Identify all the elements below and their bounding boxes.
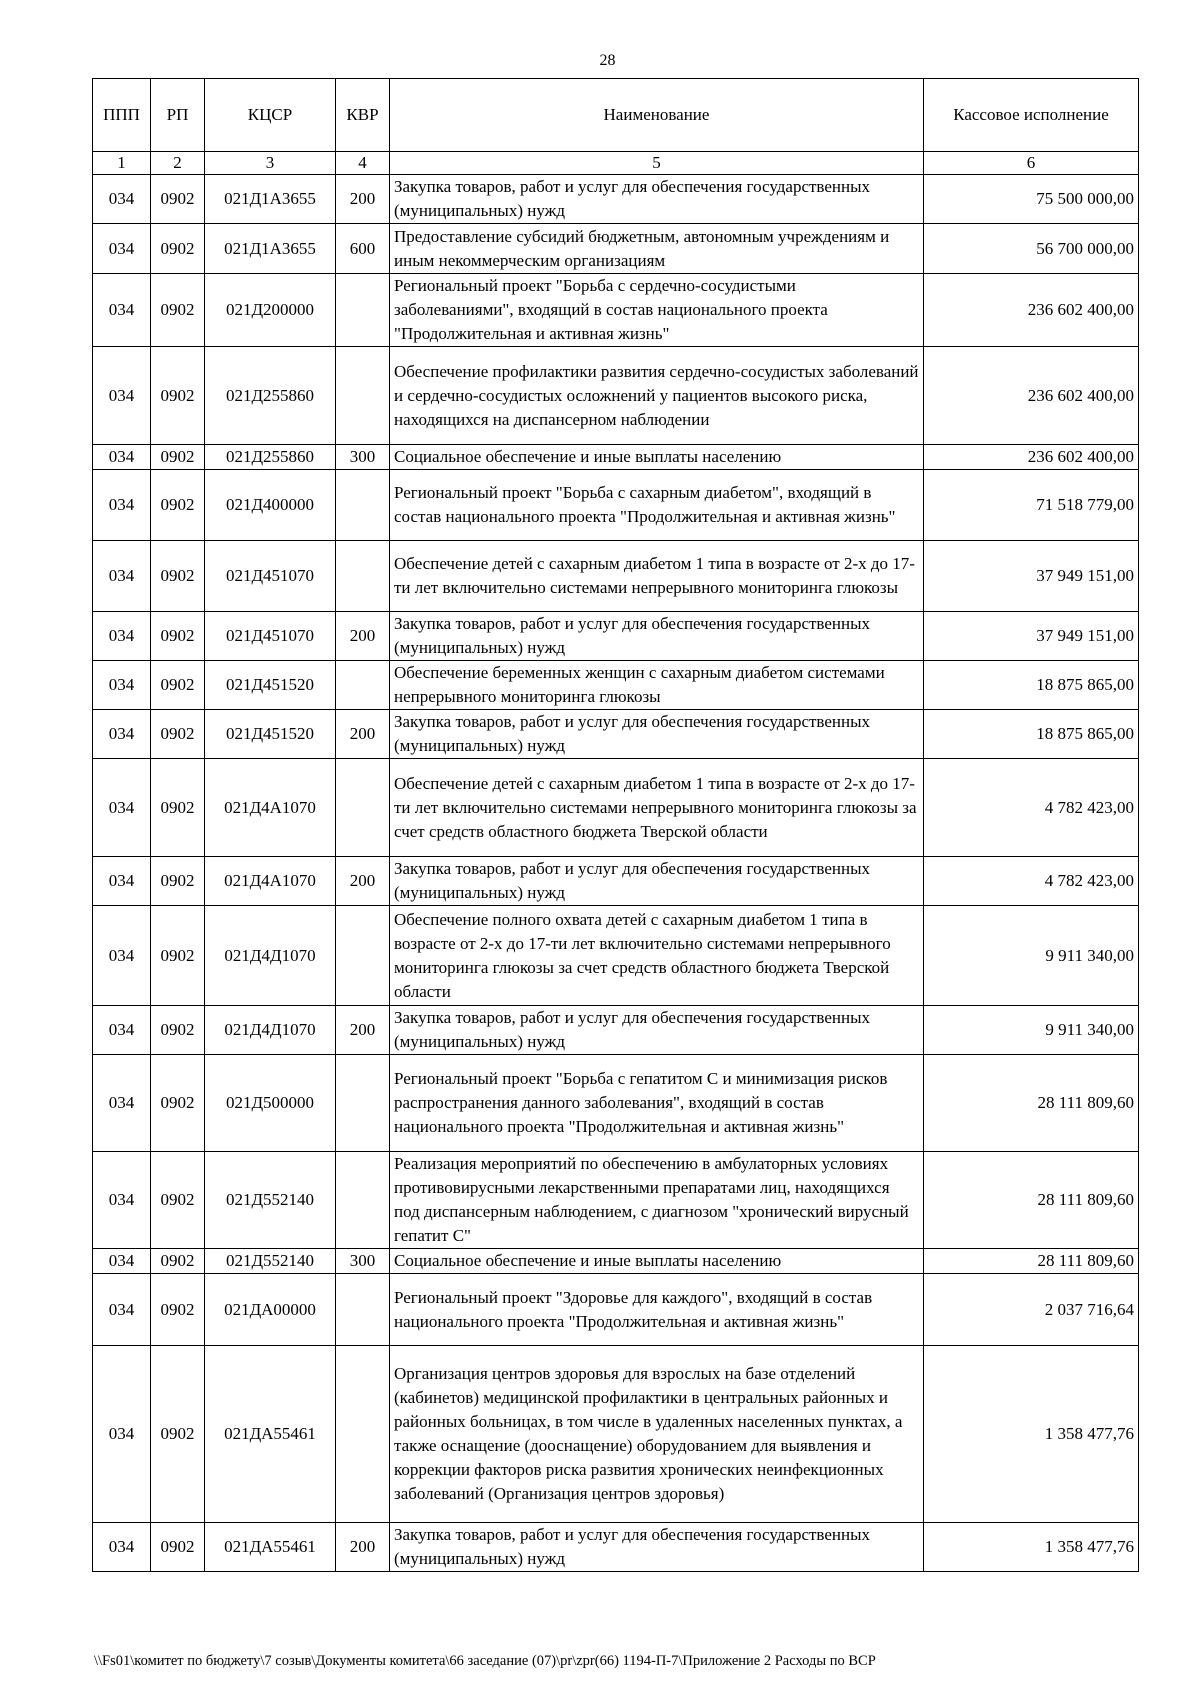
cell-kvr — [336, 347, 390, 445]
cell-amount: 56 700 000,00 — [924, 224, 1139, 274]
cell-kvr — [336, 759, 390, 857]
cell-ppp: 034 — [93, 347, 151, 445]
cell-rp: 0902 — [151, 445, 205, 470]
cell-rp: 0902 — [151, 1346, 205, 1523]
cell-kcsr: 021Д500000 — [205, 1055, 336, 1152]
cell-rp: 0902 — [151, 1249, 205, 1274]
column-numbers-row — [93, 152, 1139, 175]
cell-ppp: 034 — [93, 541, 151, 612]
cell-ppp: 034 — [93, 470, 151, 541]
cell-name: Региональный проект "Борьба с сердечно-сосудистыми заболеваниями", входящий в состав национального проекта "Продолжительная и активная жизнь" — [390, 274, 924, 347]
table-row — [93, 1274, 1139, 1346]
page-number: 28 — [599, 52, 616, 69]
cell-name: Закупка товаров, работ и услуг для обеспечения государственных (муниципальных) нужд — [390, 710, 924, 759]
cell-ppp: 034 — [93, 906, 151, 1006]
cell-name: Закупка товаров, работ и услуг для обеспечения государственных (муниципальных) нужд — [390, 857, 924, 906]
cell-ppp: 034 — [93, 759, 151, 857]
cell-amount: 37 949 151,00 — [924, 612, 1139, 661]
cell-kvr: 200 — [336, 710, 390, 759]
cell-kvr — [336, 470, 390, 541]
cell-amount: 18 875 865,00 — [924, 710, 1139, 759]
cell-kcsr: 021Д4Д1070 — [205, 1006, 336, 1055]
cell-kvr — [336, 1055, 390, 1152]
cell-amount: 9 911 340,00 — [924, 1006, 1139, 1055]
cell-ppp: 034 — [93, 857, 151, 906]
cell-rp: 0902 — [151, 661, 205, 710]
table-row — [93, 710, 1139, 759]
cell-kcsr: 021Д4А1070 — [205, 857, 336, 906]
cell-name: Обеспечение полного охвата детей с сахарным диабетом 1 типа в возрасте от 2-х до 17-ти лет включительно системами непрерывного мониторинга глюкозы за счет средств областного бюджета Тверской области — [390, 906, 924, 1006]
table-row — [93, 1523, 1139, 1572]
cell-name: Закупка товаров, работ и услуг для обеспечения государственных (муниципальных) нужд — [390, 175, 924, 224]
cell-rp: 0902 — [151, 347, 205, 445]
cell-name: Социальное обеспечение и иные выплаты населению — [390, 445, 924, 470]
cell-kcsr: 021ДА55461 — [205, 1346, 336, 1523]
table-row — [93, 661, 1139, 710]
table-row — [93, 1346, 1139, 1523]
cell-kvr — [336, 541, 390, 612]
table-row — [93, 612, 1139, 661]
cell-rp: 0902 — [151, 1152, 205, 1249]
table-row — [93, 1006, 1139, 1055]
cell-rp: 0902 — [151, 1274, 205, 1346]
cell-amount: 4 782 423,00 — [924, 857, 1139, 906]
cell-amount: 28 111 809,60 — [924, 1055, 1139, 1152]
cell-ppp: 034 — [93, 661, 151, 710]
cell-kcsr: 021Д552140 — [205, 1152, 336, 1249]
cell-amount: 28 111 809,60 — [924, 1249, 1139, 1274]
table-row — [93, 274, 1139, 347]
cell-rp: 0902 — [151, 470, 205, 541]
cell-kvr — [336, 906, 390, 1006]
cell-ppp: 034 — [93, 1523, 151, 1572]
cell-name: Закупка товаров, работ и услуг для обеспечения государственных (муниципальных) нужд — [390, 612, 924, 661]
table-row — [93, 1249, 1139, 1274]
cell-ppp: 034 — [93, 1055, 151, 1152]
column-number: 4 — [336, 152, 390, 175]
column-number: 1 — [93, 152, 151, 175]
table-row — [93, 1055, 1139, 1152]
cell-rp: 0902 — [151, 1055, 205, 1152]
column-number: 2 — [151, 152, 205, 175]
cell-kcsr: 021ДА00000 — [205, 1274, 336, 1346]
table-row — [93, 759, 1139, 857]
cell-amount: 75 500 000,00 — [924, 175, 1139, 224]
cell-kvr — [336, 1152, 390, 1249]
cell-rp: 0902 — [151, 612, 205, 661]
table-row — [93, 470, 1139, 541]
cell-amount: 28 111 809,60 — [924, 1152, 1139, 1249]
cell-kvr: 200 — [336, 175, 390, 224]
cell-amount: 236 602 400,00 — [924, 274, 1139, 347]
cell-kcsr: 021Д451070 — [205, 612, 336, 661]
cell-ppp: 034 — [93, 612, 151, 661]
table-row — [93, 445, 1139, 470]
cell-kcsr: 021Д1А3655 — [205, 175, 336, 224]
cell-rp: 0902 — [151, 175, 205, 224]
header-rp: РП — [151, 79, 205, 152]
header-amount: Кассовое исполнение — [924, 79, 1139, 152]
cell-kvr — [336, 274, 390, 347]
cell-kcsr: 021Д451520 — [205, 661, 336, 710]
cell-name: Социальное обеспечение и иные выплаты населению — [390, 1249, 924, 1274]
cell-rp: 0902 — [151, 759, 205, 857]
cell-rp: 0902 — [151, 857, 205, 906]
cell-ppp: 034 — [93, 1274, 151, 1346]
cell-kcsr: 021ДА55461 — [205, 1523, 336, 1572]
cell-kcsr: 021Д400000 — [205, 470, 336, 541]
cell-rp: 0902 — [151, 1006, 205, 1055]
cell-kcsr: 021Д255860 — [205, 445, 336, 470]
budget-table — [92, 78, 1139, 1572]
header-name: Наименование — [390, 79, 924, 152]
cell-kvr: 200 — [336, 1006, 390, 1055]
table-row — [93, 906, 1139, 1006]
cell-kvr — [336, 1274, 390, 1346]
cell-amount: 1 358 477,76 — [924, 1346, 1139, 1523]
cell-name: Реализация мероприятий по обеспечению в амбулаторных условиях противовирусными лекарственными препаратами лиц, находящихся под диспансерным наблюдением, с диагнозом "хронический вирусный гепатит С" — [390, 1152, 924, 1249]
cell-rp: 0902 — [151, 906, 205, 1006]
cell-name: Обеспечение профилактики развития сердечно-сосудистых заболеваний и сердечно-сосудистых осложнений у пациентов высокого риска, находящихся на диспансерном наблюдении — [390, 347, 924, 445]
cell-name: Региональный проект "Борьба с сахарным диабетом", входящий в состав национального проекта "Продолжительная и активная жизнь" — [390, 470, 924, 541]
cell-amount: 71 518 779,00 — [924, 470, 1139, 541]
cell-amount: 1 358 477,76 — [924, 1523, 1139, 1572]
cell-ppp: 034 — [93, 175, 151, 224]
cell-kvr: 300 — [336, 445, 390, 470]
cell-ppp: 034 — [93, 274, 151, 347]
cell-amount: 4 782 423,00 — [924, 759, 1139, 857]
cell-kcsr: 021Д451070 — [205, 541, 336, 612]
table-row — [93, 857, 1139, 906]
footer-file-path: \\Fs01\комитет по бюджету\7 созыв\Документы комитета\66 заседание (07)\pr\zpr(66) 1194-П-7\Приложение 2 Расходы по ВСР — [94, 1653, 876, 1669]
table-row — [93, 541, 1139, 612]
cell-name: Организация центров здоровья для взрослых на базе отделений (кабинетов) медицинской профилактики в центральных районных и районных больницах, в том числе в удаленных населенных пунктах, а также оснащение (дооснащение) оборудованием для выявления и коррекции факторов риска развития хронических неинфекционных заболеваний (Организация центров здоровья) — [390, 1346, 924, 1523]
cell-amount: 37 949 151,00 — [924, 541, 1139, 612]
cell-kcsr: 021Д255860 — [205, 347, 336, 445]
cell-ppp: 034 — [93, 710, 151, 759]
cell-kvr: 300 — [336, 1249, 390, 1274]
cell-amount: 236 602 400,00 — [924, 445, 1139, 470]
cell-name: Закупка товаров, работ и услуг для обеспечения государственных (муниципальных) нужд — [390, 1523, 924, 1572]
cell-name: Обеспечение детей с сахарным диабетом 1 типа в возрасте от 2-х до 17-ти лет включительно системами непрерывного мониторинга глюкозы за счет средств областного бюджета Тверской области — [390, 759, 924, 857]
cell-name: Закупка товаров, работ и услуг для обеспечения государственных (муниципальных) нужд — [390, 1006, 924, 1055]
cell-amount: 2 037 716,64 — [924, 1274, 1139, 1346]
table-row — [93, 347, 1139, 445]
cell-name: Обеспечение беременных женщин с сахарным диабетом системами непрерывного мониторинга глюкозы — [390, 661, 924, 710]
cell-ppp: 034 — [93, 1346, 151, 1523]
cell-kvr — [336, 661, 390, 710]
cell-name: Обеспечение детей с сахарным диабетом 1 типа в возрасте от 2-х до 17-ти лет включительно системами непрерывного мониторинга глюкозы — [390, 541, 924, 612]
header-kcsr: КЦСР — [205, 79, 336, 152]
table-row — [93, 175, 1139, 224]
cell-kvr: 200 — [336, 1523, 390, 1572]
cell-kvr — [336, 1346, 390, 1523]
cell-ppp: 034 — [93, 1006, 151, 1055]
cell-kvr: 200 — [336, 857, 390, 906]
cell-kvr: 600 — [336, 224, 390, 274]
cell-kcsr: 021Д4Д1070 — [205, 906, 336, 1006]
cell-name: Региональный проект "Здоровье для каждого", входящий в состав национального проекта "Продолжительная и активная жизнь" — [390, 1274, 924, 1346]
cell-kcsr: 021Д4А1070 — [205, 759, 336, 857]
cell-name: Предоставление субсидий бюджетным, автономным учреждениям и иным некоммерческим организациям — [390, 224, 924, 274]
cell-kcsr: 021Д451520 — [205, 710, 336, 759]
column-number: 5 — [390, 152, 924, 175]
table-row — [93, 1152, 1139, 1249]
header-row — [93, 79, 1139, 152]
cell-kcsr: 021Д552140 — [205, 1249, 336, 1274]
cell-kcsr: 021Д200000 — [205, 274, 336, 347]
cell-rp: 0902 — [151, 274, 205, 347]
cell-rp: 0902 — [151, 1523, 205, 1572]
column-number: 6 — [924, 152, 1139, 175]
cell-amount: 9 911 340,00 — [924, 906, 1139, 1006]
cell-amount: 18 875 865,00 — [924, 661, 1139, 710]
header-kvr: КВР — [336, 79, 390, 152]
cell-amount: 236 602 400,00 — [924, 347, 1139, 445]
cell-name: Региональный проект "Борьба с гепатитом С и минимизация рисков распространения данного заболевания", входящий в состав национального проекта "Продолжительная и активная жизнь" — [390, 1055, 924, 1152]
table-row — [93, 224, 1139, 274]
cell-rp: 0902 — [151, 541, 205, 612]
cell-ppp: 034 — [93, 1152, 151, 1249]
cell-ppp: 034 — [93, 445, 151, 470]
header-ppp: ППП — [93, 79, 151, 152]
cell-kcsr: 021Д1А3655 — [205, 224, 336, 274]
cell-rp: 0902 — [151, 710, 205, 759]
cell-ppp: 034 — [93, 224, 151, 274]
cell-ppp: 034 — [93, 1249, 151, 1274]
column-number: 3 — [205, 152, 336, 175]
cell-rp: 0902 — [151, 224, 205, 274]
cell-kvr: 200 — [336, 612, 390, 661]
